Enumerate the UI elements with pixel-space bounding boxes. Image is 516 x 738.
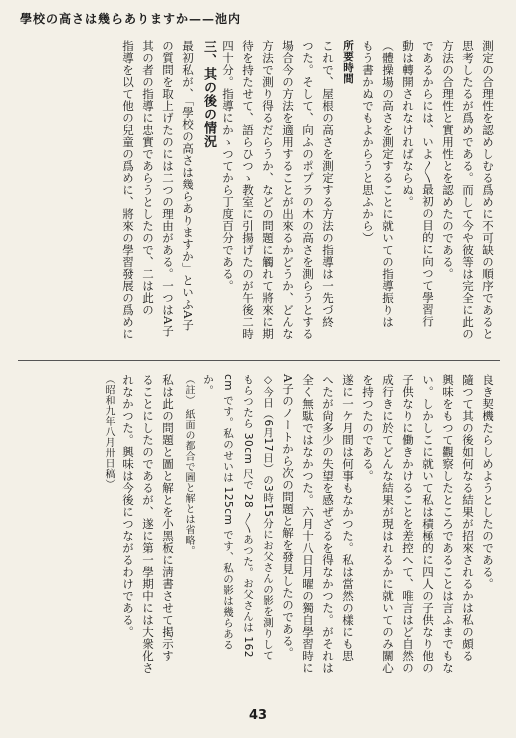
- text-column: もう書かぬでもよからうと思ふから）: [361, 40, 375, 244]
- text-column: ることにしたのであるが、遂に第一學期中には大衆化さ: [141, 374, 155, 674]
- text-column: 全く無駄ではなかつた。六月十八日月曜の獨自學習時に: [301, 374, 315, 674]
- text-column: の質問を取上げたのには二つの理由がある。一つはA子: [161, 40, 175, 337]
- text-column: 場合今の方法を適用することが出來るかどうか、どんな: [281, 40, 295, 340]
- editor-note: （註） 紙面の都合で圖と解とは省略。: [183, 374, 194, 557]
- text-block-bottom: [20, 374, 498, 696]
- text-column: 私は此の問題と圖と解とを小黑板に淸書させて掲示す: [161, 374, 175, 662]
- text-column: れなかつた。興味は今後につながるわけである。: [121, 374, 135, 638]
- text-column: 遂に一ケ月間は何事もなかつた。私は當然の樣にも思: [341, 374, 355, 662]
- page-number: 43: [248, 708, 268, 723]
- text-column: であるからには、いよ〳〵最初の目的に向つて學習行: [421, 40, 435, 328]
- text-column: これで、屋根の高さを測定する方法の指導は一先づ終: [321, 40, 335, 328]
- text-column: 待を持たせて、語らひつゝ教室に引揚げたのが午後二時: [241, 40, 255, 340]
- text-column: 良き契機たらしめようとしたのである。: [481, 374, 495, 590]
- quoted-problem-line: か。: [202, 374, 214, 396]
- text-column: 最初私が、「學校の高さは幾らありますか」といふA子: [181, 40, 195, 332]
- text-column: 方法で測り得るだらうか、などの問題に觸れて將來に期: [261, 40, 275, 340]
- header-title: 學校の高さは幾らありますか——池内: [20, 12, 242, 26]
- text-column: A子のノートから次の問題と解を發見したのである。: [281, 374, 295, 659]
- text-column: 測定の合理性を認めしむる爲めに不可缺の順序であると: [481, 40, 495, 340]
- date-signature: （昭和九年八月卅日稿）: [103, 374, 114, 490]
- quoted-problem-line: ◇今日（6月17日）の3時15分にお父さんの影を測りして: [262, 374, 274, 661]
- text-column: 其の者の指導に忠實であらうとしたので、二は此の: [141, 40, 155, 316]
- running-header: [0, 0, 516, 34]
- text-column: （體操場の高さを測定することに就いての指導振りは: [381, 40, 395, 328]
- text-column: を持つたのである。: [361, 374, 375, 482]
- text-block-top: [20, 40, 498, 352]
- text-column: 思考したるが爲めである。而して今や彼等は完全に此の: [461, 40, 475, 340]
- column-divider: [18, 360, 500, 361]
- text-column: 方法の合理性と實用性とを認めたのである。: [441, 40, 455, 280]
- text-column: 指導を以て他の兒童の爲めに、將來の學習發展の爲めに: [121, 40, 135, 340]
- section-heading: 三、其の後の情況: [201, 40, 216, 148]
- text-column: 子供なりに働きかけることを差控へて、唯言はど自然の: [401, 374, 415, 674]
- subheading-time: 所要時間: [342, 40, 354, 84]
- text-column: へたが尙多少の失望を感ぜざるを得なかつた。がそれは: [321, 374, 335, 674]
- text-column: 成行きに於てどんな結果が現はれるかに就いてのみ關心: [381, 374, 395, 674]
- text-column: い。しかしこに就いて私は積極的に四人の子供なり他の: [421, 374, 435, 674]
- text-column: 四十分。指導にかゝつてから丁度百分である。: [221, 40, 235, 292]
- text-column: 隨つて其の後如何なる結果が招來されるかは私の頗る: [461, 374, 475, 662]
- text-column: 動は轉開されなければならぬ。: [401, 40, 415, 208]
- text-column: 興味をもつて觀察したところであることは言ふまでもな: [441, 374, 455, 674]
- quoted-problem-line: cm です。私のせいは 125cm です、私の影は幾らある: [222, 374, 234, 651]
- quoted-problem-line: もらつたら 30cm 尺で 28 〳〵あつた。お父さんは 162: [242, 374, 254, 658]
- text-column: つた。そして、向ふのポプラの木の高さを測らうとする: [301, 40, 315, 340]
